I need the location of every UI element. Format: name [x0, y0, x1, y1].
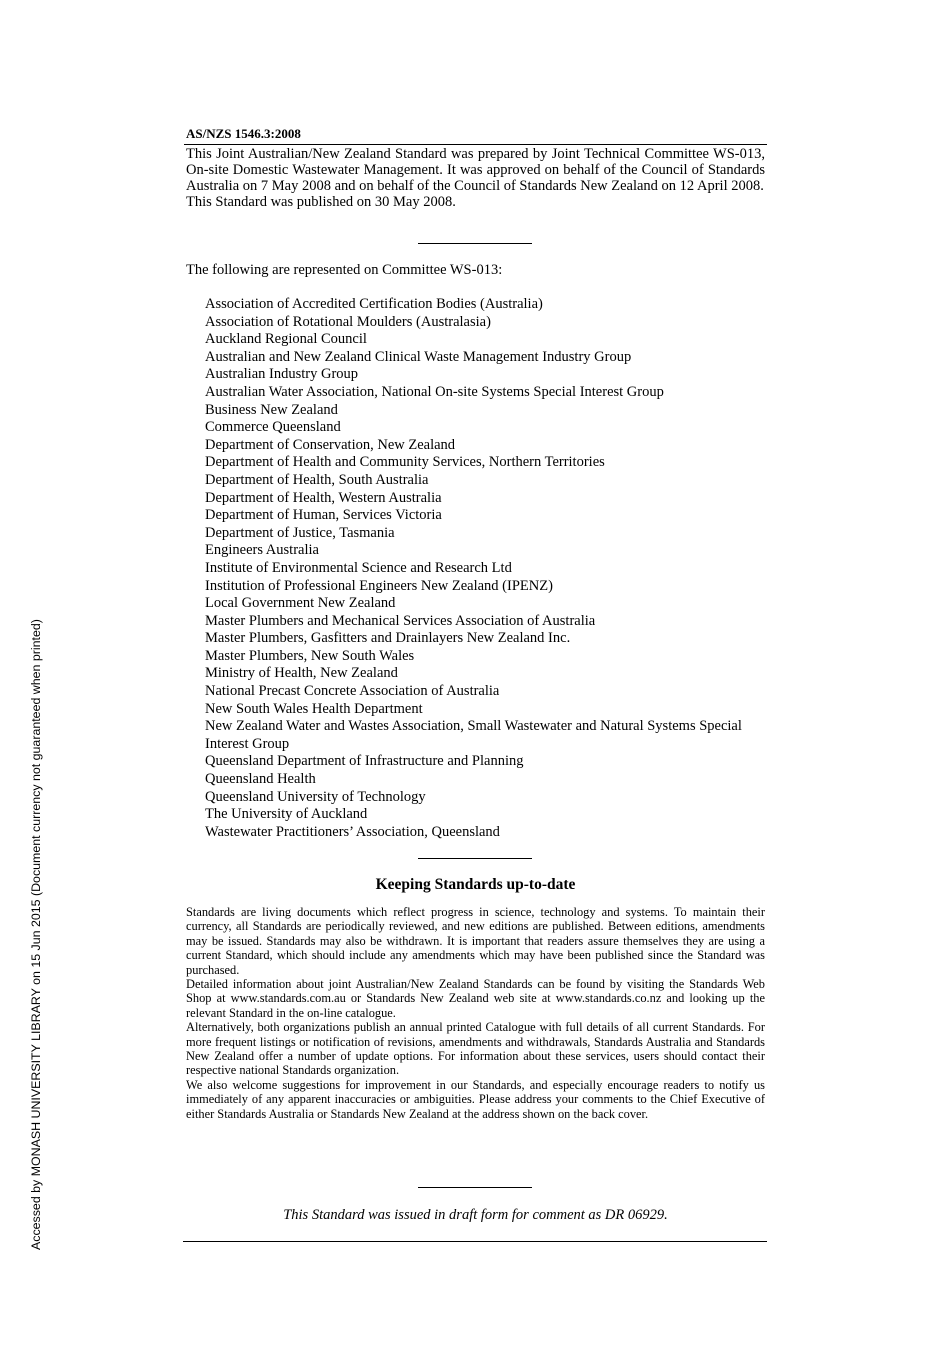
list-item: New Zealand Water and Wastes Association, Small Wastewater and Natural Systems Special Interest Group — [205, 718, 742, 752]
section-divider — [418, 1187, 532, 1188]
list-item: Department of Justice, Tasmania — [205, 524, 395, 541]
body-paragraph: Detailed information about joint Australian/New Zealand Standards can be found by visiting the Standards Web Shop at www.standards.com.au or Standards New Zealand web site at www.standards.co.nz and looking up the relevant Standard in the on-line catalogue. — [186, 977, 765, 1020]
list-item: Queensland Department of Infrastructure and Planning — [205, 753, 524, 770]
list-item: Australian and New Zealand Clinical Waste Management Industry Group — [205, 348, 632, 365]
list-item: Auckland Regional Council — [205, 331, 367, 348]
list-item: Association of Accredited Certification Bodies (Australia) — [205, 296, 543, 312]
list-item: Master Plumbers, Gasfitters and Drainlayers New Zealand Inc. — [205, 630, 571, 647]
publication-date: This Standard was published on 30 May 2008. — [186, 194, 456, 210]
section-heading: Keeping Standards up-to-date — [375, 876, 576, 893]
list-item: Wastewater Practitioners’ Association, Queensland — [205, 823, 500, 840]
list-item: Ministry of Health, New Zealand — [205, 665, 398, 682]
body-paragraph: We also welcome suggestions for improvement in our Standards, and especially encourage readers to notify us immediately of any apparent inaccuracies or ambiguities. Please address your comments to the Chief Executive of either Standards Australia or Standards New Zealand at the address shown on the back cover. — [186, 1077, 765, 1121]
list-item: Department of Health and Community Services, Northern Territories — [205, 454, 605, 471]
list-item: Queensland University of Technology — [205, 788, 426, 805]
list-item: Australian Industry Group — [205, 366, 359, 383]
access-notice: Accessed by MONASH UNIVERSITY LIBRARY on 15 Jun 2015 (Document currency not guaranteed when printed) — [29, 619, 43, 1250]
body-paragraph: Standards are living documents which reflect progress in science, technology and systems. To maintain their currency, all Standards are periodically reviewed, and new editions are published. Between editions, amendments may be issued. Standards may also be withdrawn. It is important that readers assure themselves they are using a current Standard, which should include any amendments which may have been published since the Standard was purchased. — [186, 905, 765, 977]
list-item: Institute of Environmental Science and Research Ltd — [205, 559, 512, 576]
list-item: Local Government New Zealand — [205, 595, 396, 612]
list-item: Commerce Queensland — [205, 419, 341, 436]
list-item: Department of Conservation, New Zealand — [205, 436, 456, 453]
approval-paragraph: This Joint Australian/New Zealand Standard was prepared by Joint Technical Committee WS-013, On-site Domestic Wastewater Management. It was approved on behalf of the Council of Standards Australia on 7 May 2008 and on behalf of the Council of Standards New Zealand on 12 April 2008. — [186, 146, 765, 194]
list-item: Business New Zealand — [205, 401, 338, 418]
list-item: Australian Water Association, National On-site Systems Special Interest Group — [205, 383, 664, 400]
list-item: Association of Rotational Moulders (Australasia) — [205, 313, 491, 330]
list-item: Department of Human, Services Victoria — [205, 507, 442, 524]
body-paragraph: Alternatively, both organizations publish an annual printed Catalogue with full details of all current Standards. For more frequent listings or notification of revisions, amendments and withdrawals, Standards Australia and Standards New Zealand offer a number of update options. For information about these services, users should contact their respective national Standards organization. — [186, 1020, 765, 1078]
keeping-up-to-date-body — [186, 905, 765, 1121]
list-item: New South Wales Health Department — [205, 700, 423, 717]
committee-member-list — [205, 296, 765, 841]
header-rule — [184, 144, 767, 145]
list-item: Queensland Health — [205, 771, 316, 788]
list-item: Institution of Professional Engineers New Zealand (IPENZ) — [205, 577, 553, 594]
list-item: Department of Health, South Australia — [205, 471, 429, 488]
list-item: The University of Auckland — [205, 806, 368, 823]
section-divider — [418, 858, 532, 859]
footer-rule — [183, 1241, 767, 1242]
section-divider — [418, 243, 532, 244]
committee-intro: The following are represented on Committee WS-013: — [186, 262, 503, 278]
list-item: Engineers Australia — [205, 542, 319, 559]
list-item: Department of Health, Western Australia — [205, 489, 442, 506]
list-item: Master Plumbers and Mechanical Services Association of Australia — [205, 612, 596, 629]
draft-note: This Standard was issued in draft form for comment as DR 06929. — [283, 1207, 668, 1223]
approval-statement — [186, 146, 765, 210]
standard-id: AS/NZS 1546.3:2008 — [186, 126, 301, 141]
list-item: Master Plumbers, New South Wales — [205, 647, 415, 664]
list-item: National Precast Concrete Association of Australia — [205, 683, 500, 700]
